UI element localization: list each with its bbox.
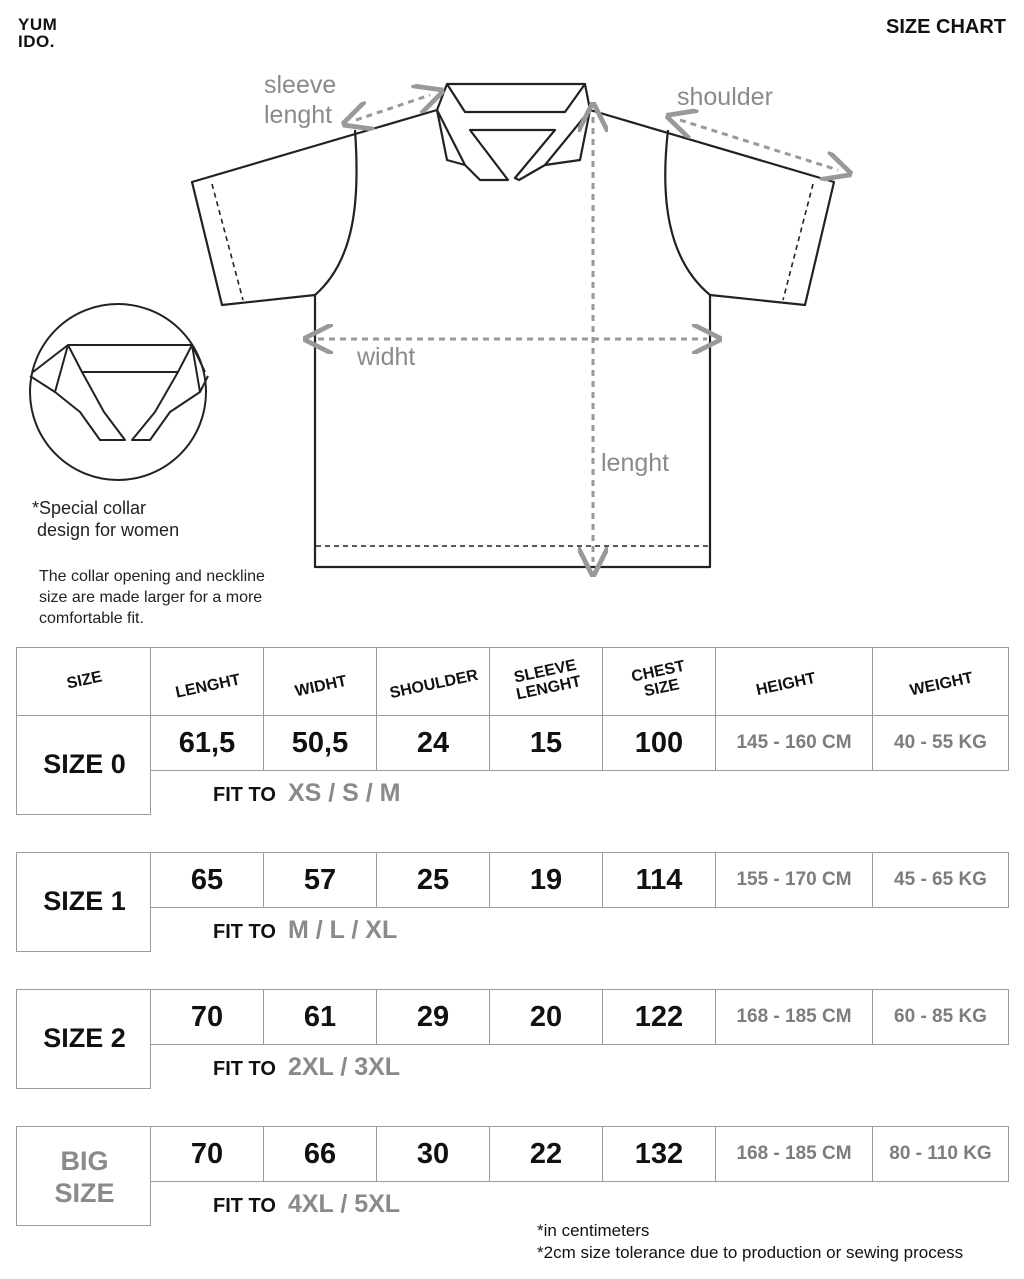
fit-to-sizes: XS / S / M xyxy=(287,779,401,807)
weight-cell: 45 - 65 KG xyxy=(872,852,1009,908)
header-height xyxy=(715,647,873,716)
size-name: SIZE 2 xyxy=(43,1023,126,1053)
weight-cell: 40 - 55 KG xyxy=(872,715,1009,771)
height-cell: 155 - 170 CM xyxy=(715,852,873,908)
collar-detail-icon xyxy=(30,304,208,480)
shirt-outline xyxy=(192,84,834,567)
page-title: SIZE CHART xyxy=(886,16,1006,38)
measurement-cell: 70 xyxy=(150,989,264,1045)
height-cell: 145 - 160 CM xyxy=(715,715,873,771)
header-size xyxy=(16,647,151,716)
fit-to-row xyxy=(213,779,401,808)
header-chest-size xyxy=(602,647,716,716)
header-height-label: HEIGHT xyxy=(754,669,818,700)
measurement-cell: 70 xyxy=(150,1126,264,1182)
measurement-cell: 66 xyxy=(263,1126,377,1182)
header-length-label: LENGHT xyxy=(174,671,242,702)
fit-to-sizes: 2XL / 3XL xyxy=(287,1053,401,1081)
measurement-cell: 57 xyxy=(263,852,377,908)
fit-to-row xyxy=(213,916,397,945)
measurement-cell: 65 xyxy=(150,852,264,908)
header-length xyxy=(150,647,264,716)
measurement-cell: 24 xyxy=(376,715,490,771)
fit-to-sizes: 4XL / 5XL xyxy=(287,1190,401,1218)
footnote-tolerance: *2cm size tolerance due to production or sewing process xyxy=(537,1243,964,1262)
measurement-cell: 122 xyxy=(602,989,716,1045)
shoulder-label: shoulder xyxy=(677,83,773,111)
header-weight xyxy=(872,647,1009,716)
measurement-cell: 61,5 xyxy=(150,715,264,771)
footnote-units: *in centimeters xyxy=(537,1221,650,1240)
length-label: lenght xyxy=(601,449,670,477)
fit-to-label: FIT TO xyxy=(213,1058,276,1080)
header-width xyxy=(263,647,377,716)
size-name-cell xyxy=(16,989,151,1089)
sleeve-length-label: sleeve lenght xyxy=(264,71,337,129)
fit-to-row xyxy=(213,1053,400,1082)
size-name: BIG SIZE xyxy=(54,1146,115,1208)
fit-to-label: FIT TO xyxy=(213,784,276,806)
fit-to-sizes: M / L / XL xyxy=(287,916,398,944)
measurement-cell: 25 xyxy=(376,852,490,908)
measurement-cell: 132 xyxy=(602,1126,716,1182)
measurement-cell: 50,5 xyxy=(263,715,377,771)
header-sleeve-length xyxy=(489,647,603,716)
header-sleeve-length-label: SLEEVE LENGHT xyxy=(512,656,583,704)
header-chest-size-label: CHEST SIZE xyxy=(629,657,687,701)
measurement-cell: 114 xyxy=(602,852,716,908)
height-cell: 168 - 185 CM xyxy=(715,1126,873,1182)
size-name-cell xyxy=(16,715,151,815)
measurement-cell: 100 xyxy=(602,715,716,771)
measurement-cell: 30 xyxy=(376,1126,490,1182)
brand-line-2: IDO. xyxy=(18,32,55,51)
measurement-cell: 20 xyxy=(489,989,603,1045)
collar-note: *Special collar design for women xyxy=(32,498,180,540)
size-name-cell xyxy=(16,852,151,952)
fit-note: The collar opening and neckline size are made larger for a more comfortable fit. xyxy=(39,568,265,627)
brand-line-1: YUM xyxy=(18,15,58,34)
measurement-cell: 29 xyxy=(376,989,490,1045)
size-name: SIZE 0 xyxy=(43,749,126,779)
weight-cell: 60 - 85 KG xyxy=(872,989,1009,1045)
header-width-label: WIDHT xyxy=(293,672,349,701)
fit-to-label: FIT TO xyxy=(213,1195,276,1217)
header-shoulder xyxy=(376,647,490,716)
measurement-cell: 15 xyxy=(489,715,603,771)
fit-to-row xyxy=(213,1190,400,1219)
size-name: SIZE 1 xyxy=(43,886,126,916)
size-name-cell xyxy=(16,1126,151,1226)
height-cell: 168 - 185 CM xyxy=(715,989,873,1045)
header-weight-label: WEIGHT xyxy=(908,669,975,700)
weight-cell: 80 - 110 KG xyxy=(872,1126,1009,1182)
fit-to-label: FIT TO xyxy=(213,921,276,943)
measurement-cell: 61 xyxy=(263,989,377,1045)
measurement-cell: 22 xyxy=(489,1126,603,1182)
header-shoulder-label: SHOULDER xyxy=(388,666,480,703)
header-size-label: SIZE xyxy=(65,668,104,693)
measurement-cell: 19 xyxy=(489,852,603,908)
width-label: widht xyxy=(357,343,416,371)
